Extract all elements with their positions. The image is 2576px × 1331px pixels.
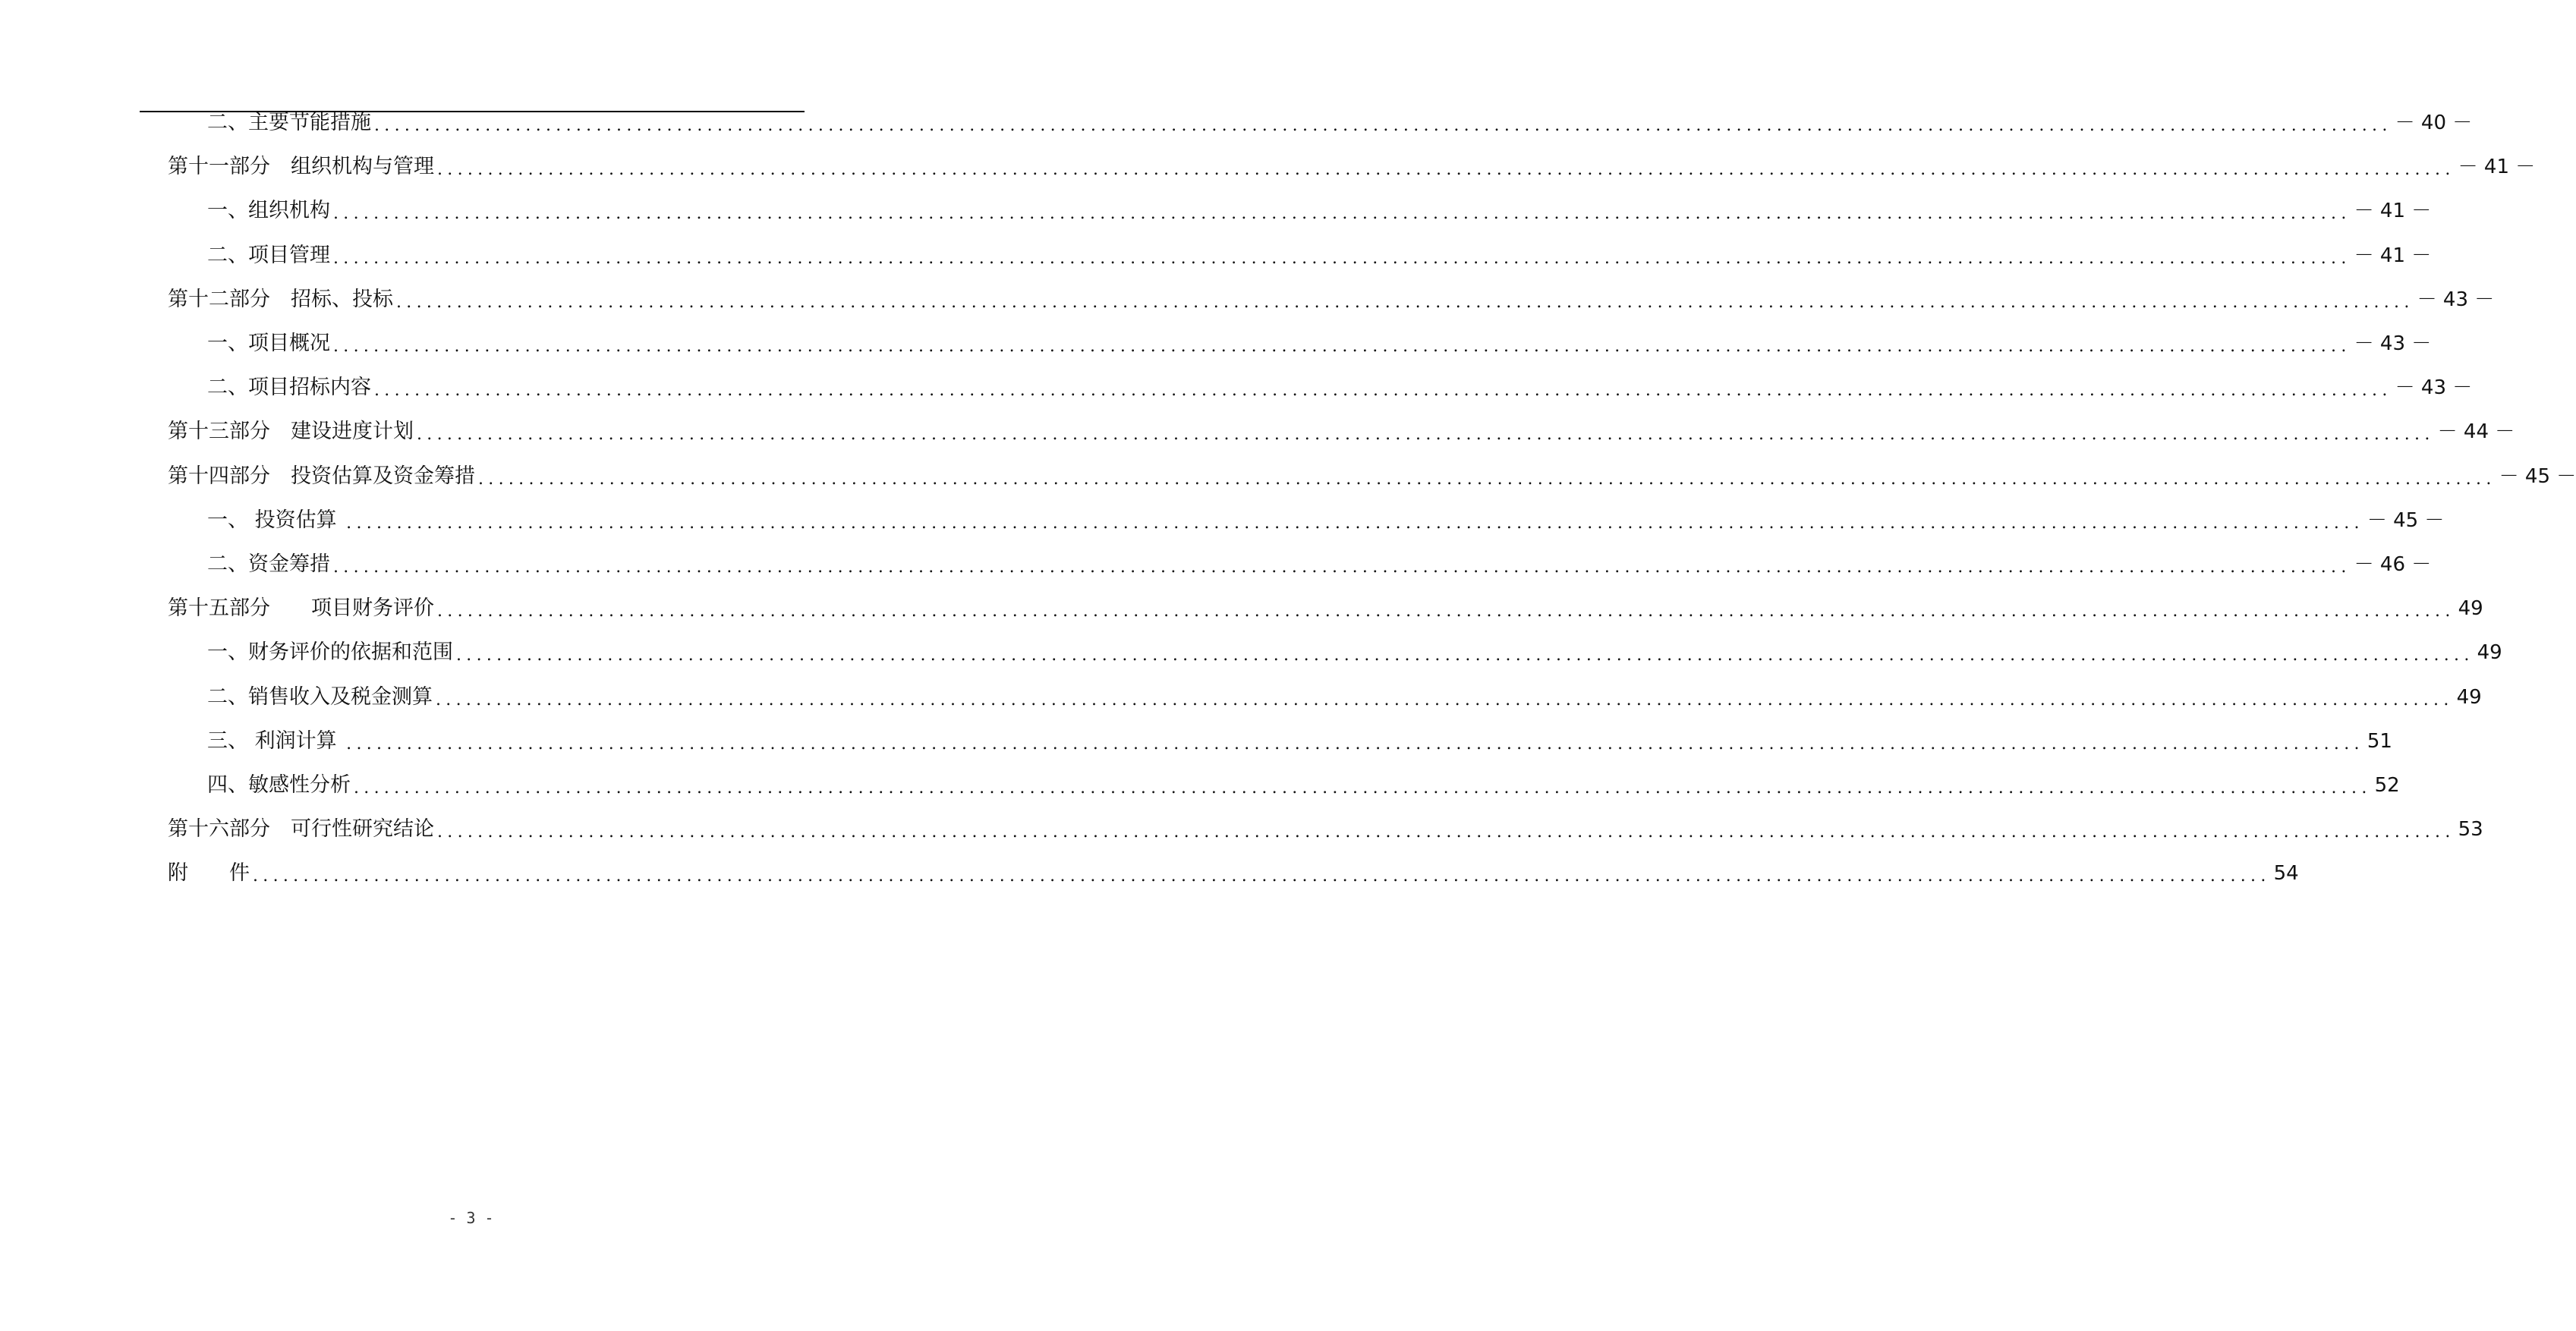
toc-entry-page-number: － 44 － — [2437, 420, 2515, 444]
toc-entry[interactable] — [207, 329, 2432, 359]
toc-entry-title: 二、项目招标内容 — [207, 376, 371, 400]
toc-entry[interactable] — [168, 814, 2483, 845]
toc-entry-page-number: 52 — [2374, 774, 2400, 797]
toc-entry-page-number: 49 — [2458, 597, 2483, 621]
toc-entry-title: 第十三部分 建设进度计划 — [168, 420, 414, 444]
toc-entry-page-number: － 41 － — [2354, 200, 2432, 223]
toc-entry-page-number: － 43 － — [2395, 376, 2473, 400]
toc-entry[interactable] — [168, 152, 2536, 182]
toc-entry[interactable] — [168, 461, 2576, 492]
toc-dot-leader: ........................................................................................................................................................................................................ — [374, 116, 2392, 135]
toc-entry-title: 第十四部分 投资估算及资金筹措 — [168, 464, 475, 488]
toc-dot-leader: ........................................................................................................................................................................................................ — [437, 160, 2455, 180]
toc-dot-leader: ........................................................................................................................................................................................................ — [333, 204, 2351, 224]
toc-entry-title: 二、资金筹措 — [207, 552, 330, 576]
toc-entry[interactable] — [207, 505, 2445, 536]
toc-entry-title: 二、主要节能措施 — [207, 111, 371, 134]
toc-entry[interactable] — [207, 196, 2432, 226]
toc-entry-title: 第十五部分 项目财务评价 — [168, 596, 434, 621]
toc-entry-page-number: － 45 － — [2499, 464, 2576, 488]
toc-entry-title: 附 件 — [168, 861, 250, 886]
toc-entry-page-number: － 46 － — [2354, 553, 2432, 576]
toc-entry[interactable] — [207, 682, 2482, 713]
toc-entry[interactable] — [168, 285, 2495, 315]
toc-entry[interactable] — [207, 549, 2432, 580]
toc-entry-page-number: 53 — [2458, 818, 2483, 842]
toc-entry-title: 一、财务评价的依据和范围 — [207, 640, 453, 665]
toc-entry-page-number: － 41 － — [2354, 244, 2432, 267]
toc-dot-leader: ........................................................................................................................................................................................................ — [346, 734, 2364, 754]
toc-entry[interactable] — [168, 593, 2483, 624]
toc-entry-title: 一、 投资估算 — [207, 508, 344, 532]
toc-entry[interactable] — [168, 858, 2299, 889]
toc-dot-leader: ........................................................................................................................................................................................................ — [374, 381, 2392, 401]
toc-dot-leader: ........................................................................................................................................................................................................ — [437, 823, 2455, 842]
toc-dot-leader: ........................................................................................................................................................................................................ — [478, 469, 2496, 489]
toc-entry-title: 第十六部分 可行性研究结论 — [168, 817, 434, 842]
toc-entry-title: 三、 利润计算 — [207, 728, 344, 753]
toc-dot-leader: ........................................................................................................................................................................................................ — [354, 779, 2372, 798]
toc-dot-leader: ........................................................................................................................................................................................................ — [333, 248, 2351, 268]
toc-dot-leader: ........................................................................................................................................................................................................ — [436, 690, 2454, 710]
toc-entry[interactable] — [207, 373, 2473, 403]
toc-entry[interactable] — [207, 637, 2502, 668]
toc-entry-page-number: － 41 － — [2458, 156, 2536, 179]
toc-dot-leader: ........................................................................................................................................................................................................ — [333, 337, 2351, 356]
toc-entry-title: 第十一部分 组织机构与管理 — [168, 155, 434, 179]
toc-dot-leader: ........................................................................................................................................................................................................ — [253, 867, 2271, 886]
toc-dot-leader: ........................................................................................................................................................................................................ — [396, 292, 2414, 312]
toc-entry-page-number: － 45 － — [2367, 508, 2445, 532]
toc-entry-title: 二、销售收入及税金测算 — [207, 684, 433, 709]
toc-dot-leader: ........................................................................................................................................................................................................ — [333, 558, 2351, 577]
toc-entry[interactable] — [168, 417, 2515, 447]
toc-entry-page-number: 51 — [2367, 729, 2392, 753]
toc-entry[interactable] — [207, 770, 2400, 801]
toc-entry-title: 二、项目管理 — [207, 243, 330, 267]
toc-entry[interactable] — [207, 241, 2432, 271]
toc-dot-leader: ........................................................................................................................................................................................................ — [437, 602, 2455, 621]
toc-entry-page-number: 54 — [2273, 862, 2299, 886]
toc-entry-title: 一、组织机构 — [207, 199, 330, 223]
toc-entry[interactable] — [207, 108, 2473, 138]
toc-entry-page-number: － 43 － — [2417, 288, 2495, 311]
toc-entry-title: 一、项目概况 — [207, 332, 330, 355]
toc-entry-page-number: － 43 － — [2354, 332, 2432, 355]
page-number-footer: - 3 - — [448, 1209, 494, 1227]
toc-entry-title: 四、敏感性分析 — [207, 773, 351, 797]
toc-dot-leader: ........................................................................................................................................................................................................ — [456, 646, 2474, 666]
toc-dot-leader: ........................................................................................................................................................................................................ — [417, 425, 2435, 445]
toc-entry-page-number: 49 — [2477, 641, 2502, 665]
toc-entry-title: 第十二部分 招标、投标 — [168, 287, 393, 311]
toc-dot-leader: ........................................................................................................................................................................................................ — [346, 513, 2364, 533]
toc-entry-page-number: － 40 － — [2395, 112, 2473, 134]
toc-entry[interactable] — [207, 726, 2392, 757]
toc-entry-page-number: 49 — [2456, 685, 2482, 709]
